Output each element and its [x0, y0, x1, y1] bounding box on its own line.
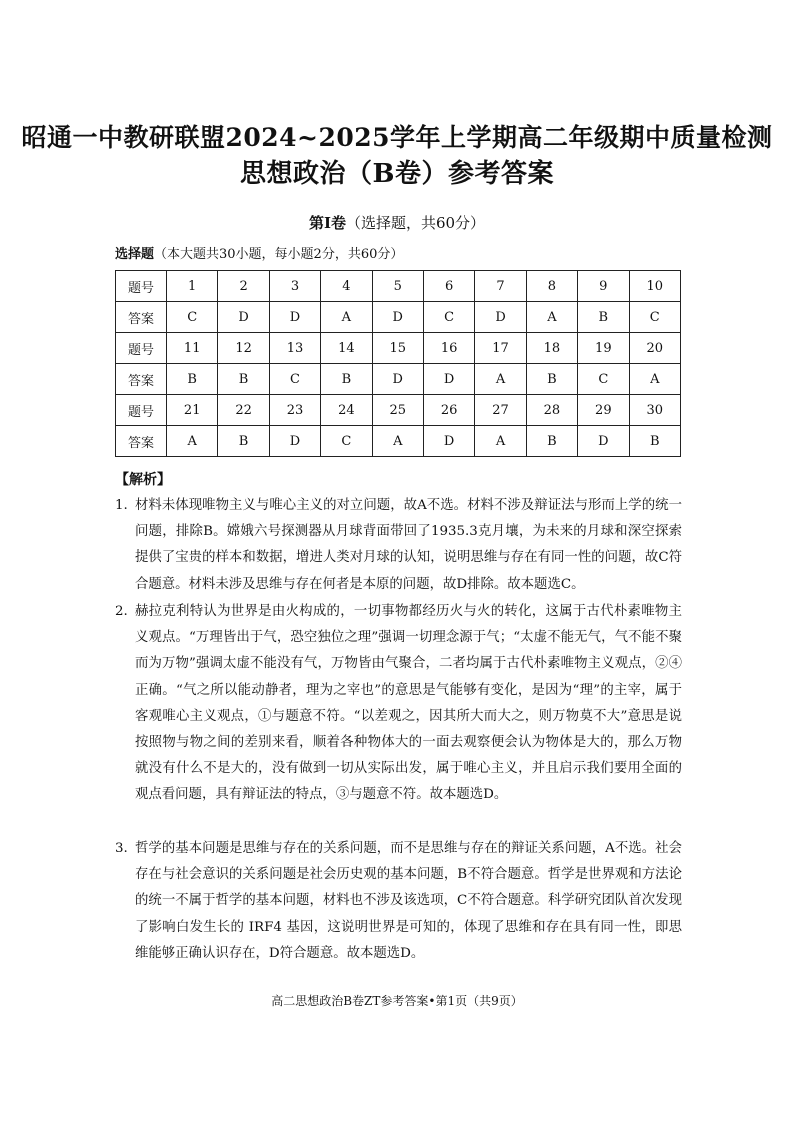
answer-cell: A	[526, 302, 577, 333]
question-number-cell: 4	[321, 271, 372, 302]
section-intro-rest: （本大题共30小题，每小题2分，共60分）	[154, 247, 404, 262]
question-number-cell: 8	[526, 271, 577, 302]
answer-cell: C	[167, 302, 218, 333]
question-number-cell: 17	[475, 333, 526, 364]
analysis-label: 【解析】	[115, 472, 171, 488]
row-label-number: 题号	[116, 271, 167, 302]
row-label-number: 题号	[116, 395, 167, 426]
question-number-cell: 25	[372, 395, 423, 426]
question-number-cell: 30	[629, 395, 680, 426]
answer-cell: D	[372, 302, 423, 333]
question-number-cell: 11	[167, 333, 218, 364]
question-number-cell: 21	[167, 395, 218, 426]
question-number-cell: 7	[475, 271, 526, 302]
page-footer: 高二思想政治B卷ZT参考答案•第1页（共9页）	[271, 994, 523, 1008]
question-number-cell: 23	[269, 395, 320, 426]
question-number-cell: 15	[372, 333, 423, 364]
row-label-answer: 答案	[116, 364, 167, 395]
answer-cell: B	[321, 364, 372, 395]
question-number-row	[116, 271, 681, 302]
answer-cell: C	[321, 426, 372, 457]
exam-title: 昭通一中教研联盟2024~2025学年上学期高二年级期中质量检测	[21, 123, 773, 152]
answer-row	[116, 302, 681, 333]
answer-cell: A	[321, 302, 372, 333]
analysis-item-text: 赫拉克利特认为世界是由火构成的，一切事物都经历火与火的转化，这属于古代朴素唯物主义观点。“万理皆出于气，恐空独位之理”强调一切理念源于气；“太虚不能无气，气不能不聚而为万物”强调太虚不能没有气，万物皆由气聚合，二者均属于古代朴素唯物主义观点，②④正确。“气之所以能动静者，理为之宰也”的意思是气能够有变化，是因为“理”的主宰，属于客观唯心主义观点，①与题意不符。“以差观之，因其所大而大之，则万物莫不大”意思是说按照物与物之间的差别来看，顺着各种物体大的一面去观察便会认为物体是大的，那么万物就没有什么不是大的，没有做到一切从实际出发，属于唯心主义，并且启示我们要用全面的观点看问题，具有辩证法的特点，③与题意不符。故本题选D。	[135, 604, 682, 803]
question-number-cell: 24	[321, 395, 372, 426]
question-number-cell: 29	[578, 395, 629, 426]
question-number-cell: 3	[269, 271, 320, 302]
section-intro-bold: 选择题	[115, 247, 155, 262]
question-number-cell: 10	[629, 271, 680, 302]
question-number-row	[116, 333, 681, 364]
answer-cell: D	[218, 302, 269, 333]
answer-cell: B	[578, 302, 629, 333]
analysis-item-number: 3.	[115, 841, 128, 856]
answer-cell: A	[475, 364, 526, 395]
answer-cell: A	[475, 426, 526, 457]
answer-cell: A	[167, 426, 218, 457]
section-title-bold: 第Ⅰ卷	[308, 214, 346, 232]
answer-table	[115, 270, 681, 457]
analysis-item-number: 2.	[115, 604, 128, 619]
row-label-number: 题号	[116, 333, 167, 364]
answer-cell: C	[578, 364, 629, 395]
answer-cell: C	[629, 302, 680, 333]
question-number-cell: 14	[321, 333, 372, 364]
analysis-item-text: 哲学的基本问题是思维与存在的关系问题，而不是思维与存在的辩证关系问题，A不选。社会存在与社会意识的关系问题是社会历史观的基本问题，B不符合题意。哲学是世界观和方法论的统一不属于哲学的基本问题，材料也不涉及该选项，C不符合题意。科学研究团队首次发现了影响白发生长的 IRF4 基因，这说明世界是可知的，体现了思维和存在具有同一性，即思维能够正确认识存在，D符合题意。故本题选D。	[135, 841, 682, 961]
answer-cell: B	[629, 426, 680, 457]
question-number-row	[116, 395, 681, 426]
answer-cell: B	[526, 364, 577, 395]
question-number-cell: 26	[423, 395, 474, 426]
answer-row	[116, 426, 681, 457]
question-number-cell: 27	[475, 395, 526, 426]
row-label-answer: 答案	[116, 302, 167, 333]
exam-subtitle: 思想政治（B卷）参考答案	[240, 159, 554, 189]
answer-cell: B	[526, 426, 577, 457]
analysis-item-1	[115, 493, 682, 598]
question-number-cell: 16	[423, 333, 474, 364]
answer-cell: C	[269, 364, 320, 395]
question-number-cell: 2	[218, 271, 269, 302]
answer-cell: B	[167, 364, 218, 395]
answer-cell: A	[372, 426, 423, 457]
answer-cell: D	[578, 426, 629, 457]
answer-cell: C	[423, 302, 474, 333]
answer-cell: D	[423, 426, 474, 457]
answer-table-body	[116, 271, 681, 457]
analysis-item-text: 材料未体现唯物主义与唯心主义的对立问题，故A不选。材料不涉及辩证法与形而上学的统一问题，排除B。嫦娥六号探测器从月球背面带回了1935.3克月壤，为未来的月球和深空探索提供了宝贵的样本和数据，增进人类对月球的认知，说明思维与存在有同一性的问题，故C符合题意。材料未涉及思维与存在何者是本原的问题，故D排除。故本题选C。	[135, 498, 682, 592]
answer-cell: B	[218, 426, 269, 457]
question-number-cell: 6	[423, 271, 474, 302]
question-number-cell: 28	[526, 395, 577, 426]
question-number-cell: 18	[526, 333, 577, 364]
answer-cell: D	[269, 426, 320, 457]
answer-cell: D	[423, 364, 474, 395]
question-number-cell: 1	[167, 271, 218, 302]
question-number-cell: 20	[629, 333, 680, 364]
answer-cell: B	[218, 364, 269, 395]
answer-cell: A	[629, 364, 680, 395]
answer-cell: D	[269, 302, 320, 333]
analysis-item-3	[115, 836, 682, 967]
question-number-cell: 13	[269, 333, 320, 364]
analysis-item-number: 1.	[115, 498, 128, 513]
section-title	[0, 212, 794, 233]
answer-row	[116, 364, 681, 395]
question-number-cell: 19	[578, 333, 629, 364]
question-number-cell: 9	[578, 271, 629, 302]
question-number-cell: 5	[372, 271, 423, 302]
analysis-item-2	[115, 599, 682, 809]
section-intro	[115, 243, 403, 262]
answer-cell: D	[372, 364, 423, 395]
section-title-rest: （选择题，共60分）	[345, 214, 486, 232]
answer-cell: D	[475, 302, 526, 333]
row-label-answer: 答案	[116, 426, 167, 457]
question-number-cell: 12	[218, 333, 269, 364]
question-number-cell: 22	[218, 395, 269, 426]
